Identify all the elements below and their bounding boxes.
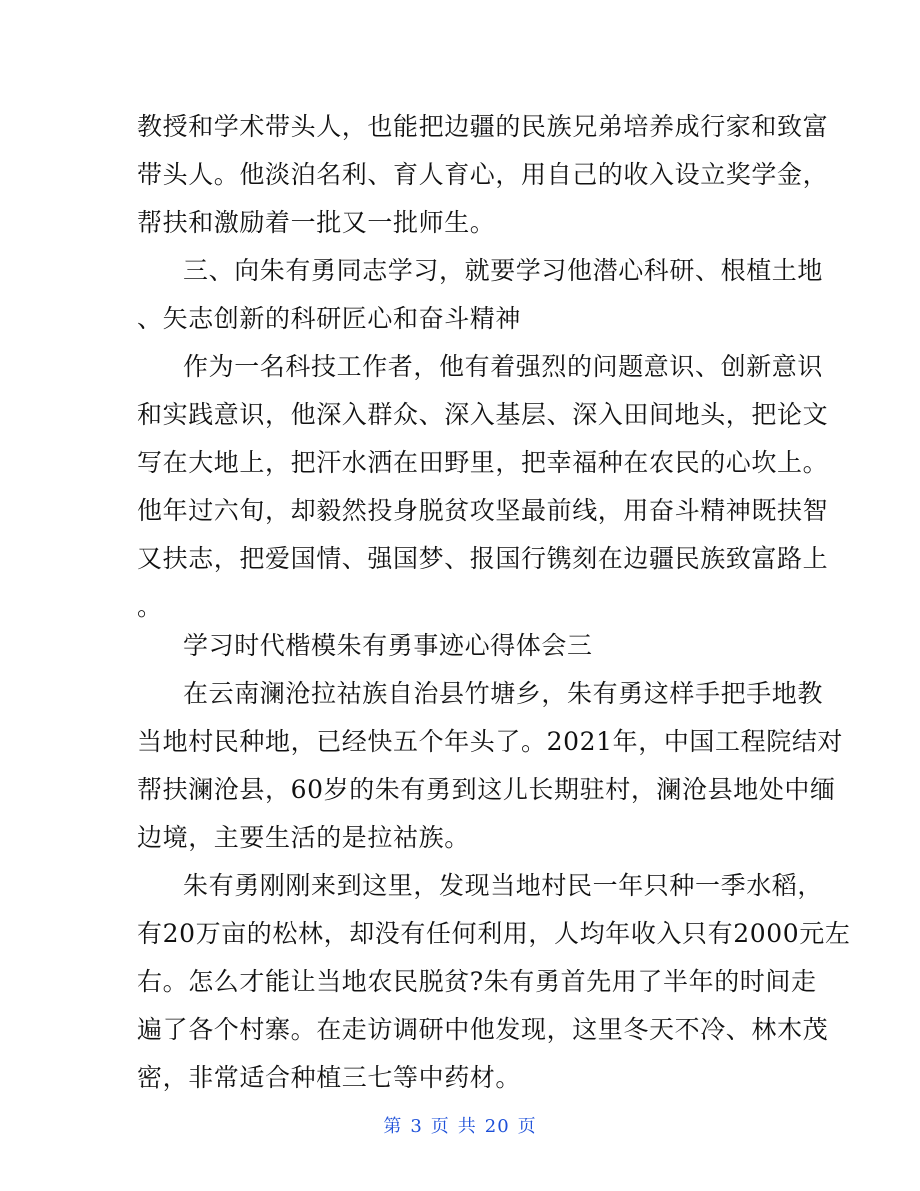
text-line: 他年过六旬，却毅然投身脱贫攻坚最前线，用奋斗精神既扶智 <box>137 496 829 525</box>
current-page-number: 3 <box>410 1116 423 1137</box>
section-heading-line: 、矢志创新的科研匠心和奋斗精神 <box>137 304 522 333</box>
text-line: 有20万亩的松林，却没有任何利用，人均年收入只有2000元左 <box>137 919 851 948</box>
text-line: 又扶志，把爱国情、强国梦、报国行镌刻在边疆民族致富路上 <box>137 544 829 573</box>
text-line: 朱有勇刚刚来到这里，发现当地村民一年只种一季水稻， <box>183 871 824 900</box>
footer-prefix: 第 <box>383 1116 403 1137</box>
footer-total-word: 共 <box>457 1116 477 1137</box>
text-line: 教授和学术带头人，也能把边疆的民族兄弟培养成行家和致富 <box>137 112 829 141</box>
page-number-footer <box>0 1112 920 1138</box>
text-line: 遍了各个村寨。在走访调研中他发现，这里冬天不冷、林木茂 <box>137 1015 829 1044</box>
text-line: 作为一名科技工作者，他有着强烈的问题意识、创新意识 <box>183 352 824 381</box>
text-line: 边境，主要生活的是拉祜族。 <box>137 823 470 852</box>
text-line: 右。怎么才能让当地农民脱贫?朱有勇首先用了半年的时间走 <box>137 967 817 996</box>
text-line: 当地村民种地，已经快五个年头了。2021年，中国工程院结对 <box>137 727 844 756</box>
text-line: 密，非常适合种植三七等中药材。 <box>137 1063 522 1092</box>
text-line: 带头人。他淡泊名利、育人育心，用自己的收入设立奖学金， <box>137 160 829 189</box>
footer-page-word: 页 <box>430 1116 450 1137</box>
text-line: 在云南澜沧拉祜族自治县竹塘乡，朱有勇这样手把手地教 <box>183 679 824 708</box>
text-line: 。 <box>137 592 163 621</box>
subtitle-line: 学习时代楷模朱有勇事迹心得体会三 <box>183 631 593 660</box>
text-line: 帮扶澜沧县，60岁的朱有勇到这儿长期驻村，澜沧县地处中缅 <box>137 775 836 804</box>
text-line: 帮扶和激励着一批又一批师生。 <box>137 208 496 237</box>
text-line: 写在大地上，把汗水洒在田野里，把幸福种在农民的心坎上。 <box>137 448 829 477</box>
section-heading-line: 三、向朱有勇同志学习，就要学习他潜心科研、根植土地 <box>183 256 824 285</box>
footer-suffix: 页 <box>517 1116 537 1137</box>
total-page-number: 20 <box>484 1116 510 1137</box>
text-line: 和实践意识，他深入群众、深入基层、深入田间地头，把论文 <box>137 400 829 429</box>
